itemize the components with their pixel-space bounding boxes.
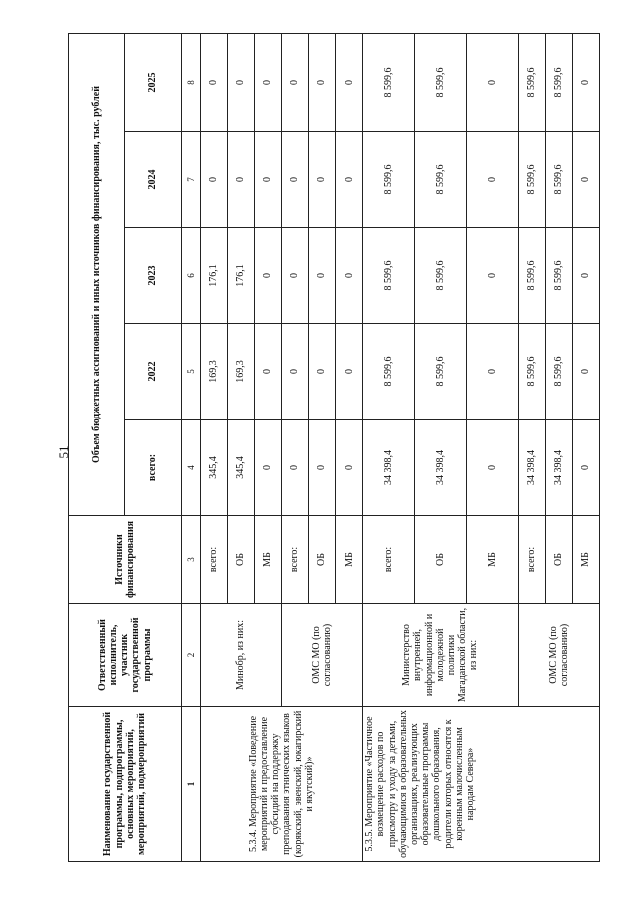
value-cell: 34 398,4 bbox=[518, 420, 545, 516]
value-cell: 8 599,6 bbox=[545, 34, 572, 132]
value-cell: 0 bbox=[254, 34, 281, 132]
source: ОБ bbox=[545, 516, 572, 604]
value-cell: 8 599,6 bbox=[415, 228, 467, 324]
value-cell: 0 bbox=[336, 228, 363, 324]
value-cell: 0 bbox=[572, 420, 599, 516]
header-2025: 2025 bbox=[125, 34, 181, 132]
value-cell: 0 bbox=[466, 324, 518, 420]
col-number: 3 bbox=[181, 516, 200, 604]
table-row bbox=[200, 34, 227, 862]
value-cell: 8 599,6 bbox=[518, 34, 545, 132]
value-cell: 8 599,6 bbox=[363, 228, 415, 324]
header-total: всего: bbox=[125, 420, 181, 516]
header-executor: Ответственный исполнитель, участник государственной программы bbox=[69, 604, 182, 707]
measure-name: 5.3.4. Мероприятие «Поведение мероприятий и предоставление субсидий на поддержку преподавания этнических языков (корякский, эвенский, юкагирский и якутский)» bbox=[200, 707, 363, 862]
value-cell: 8 599,6 bbox=[363, 132, 415, 228]
value-cell: 8 599,6 bbox=[518, 324, 545, 420]
source: МБ bbox=[336, 516, 363, 604]
header-2022: 2022 bbox=[125, 324, 181, 420]
col-number: 7 bbox=[181, 132, 200, 228]
value-cell: 0 bbox=[281, 34, 308, 132]
source: ОБ bbox=[309, 516, 336, 604]
value-cell: 34 398,4 bbox=[545, 420, 572, 516]
executor: Минобр, из них: bbox=[200, 604, 281, 707]
header-volume: Объем бюджетных ассигнований и иных источников финансирования, тыс. рублей bbox=[69, 34, 125, 516]
value-cell: 0 bbox=[572, 324, 599, 420]
value-cell: 0 bbox=[309, 420, 336, 516]
executor: ОМС МО (по согласованию) bbox=[281, 604, 362, 707]
value-cell: 0 bbox=[309, 34, 336, 132]
value-cell: 169,3 bbox=[227, 324, 254, 420]
value-cell: 8 599,6 bbox=[545, 132, 572, 228]
source: всего: bbox=[281, 516, 308, 604]
source: всего: bbox=[200, 516, 227, 604]
measure-name: 5.3.5. Мероприятие «Частичное возмещение расходов по присмотру и уходу за детьми, обучающимися в образовательных организациях, реализующих образовательные программы дошкольного образования, родители которых относятся к коренным малочисленным народам Севера» bbox=[363, 707, 600, 862]
executor: ОМС МО (по согласованию) bbox=[518, 604, 599, 707]
value-cell: 0 bbox=[336, 324, 363, 420]
source: ОБ bbox=[227, 516, 254, 604]
source: МБ bbox=[254, 516, 281, 604]
col-number: 4 bbox=[181, 420, 200, 516]
value-cell: 8 599,6 bbox=[518, 132, 545, 228]
value-cell: 0 bbox=[281, 228, 308, 324]
value-cell: 8 599,6 bbox=[545, 228, 572, 324]
value-cell: 176,1 bbox=[227, 228, 254, 324]
source: всего: bbox=[518, 516, 545, 604]
value-cell: 8 599,6 bbox=[415, 324, 467, 420]
value-cell: 0 bbox=[336, 420, 363, 516]
col-number: 2 bbox=[181, 604, 200, 707]
value-cell: 8 599,6 bbox=[363, 324, 415, 420]
value-cell: 8 599,6 bbox=[363, 34, 415, 132]
header-2023: 2023 bbox=[125, 228, 181, 324]
value-cell: 0 bbox=[254, 324, 281, 420]
col-number: 1 bbox=[181, 707, 200, 862]
source: ОБ bbox=[415, 516, 467, 604]
source: МБ bbox=[466, 516, 518, 604]
value-cell: 0 bbox=[466, 420, 518, 516]
value-cell: 0 bbox=[466, 132, 518, 228]
header-2024: 2024 bbox=[125, 132, 181, 228]
value-cell: 0 bbox=[466, 34, 518, 132]
header-source: Источники финансирования bbox=[69, 516, 182, 604]
value-cell: 34 398,4 bbox=[363, 420, 415, 516]
value-cell: 0 bbox=[254, 228, 281, 324]
value-cell: 0 bbox=[572, 228, 599, 324]
value-cell: 0 bbox=[572, 34, 599, 132]
value-cell: 0 bbox=[254, 420, 281, 516]
value-cell: 34 398,4 bbox=[415, 420, 467, 516]
executor: Министерство внутренней, информационной и молодежной политики Магаданской области, из них: bbox=[363, 604, 518, 707]
value-cell: 0 bbox=[309, 324, 336, 420]
value-cell: 8 599,6 bbox=[415, 34, 467, 132]
rotated-page bbox=[68, 34, 600, 862]
value-cell: 176,1 bbox=[200, 228, 227, 324]
source: всего: bbox=[363, 516, 415, 604]
column-number-row bbox=[181, 34, 200, 862]
page-number: 51 bbox=[56, 445, 71, 459]
value-cell: 8 599,6 bbox=[545, 324, 572, 420]
value-cell: 0 bbox=[227, 132, 254, 228]
value-cell: 345,4 bbox=[227, 420, 254, 516]
value-cell: 0 bbox=[281, 132, 308, 228]
value-cell: 169,3 bbox=[200, 324, 227, 420]
value-cell: 0 bbox=[336, 132, 363, 228]
value-cell: 0 bbox=[466, 228, 518, 324]
col-number: 5 bbox=[181, 324, 200, 420]
value-cell: 8 599,6 bbox=[518, 228, 545, 324]
value-cell: 0 bbox=[200, 132, 227, 228]
financing-table bbox=[68, 33, 600, 862]
value-cell: 0 bbox=[200, 34, 227, 132]
value-cell: 0 bbox=[336, 34, 363, 132]
value-cell: 8 599,6 bbox=[415, 132, 467, 228]
col-number: 8 bbox=[181, 34, 200, 132]
value-cell: 0 bbox=[254, 132, 281, 228]
value-cell: 0 bbox=[572, 132, 599, 228]
value-cell: 0 bbox=[281, 420, 308, 516]
table-row bbox=[363, 34, 415, 862]
source: МБ bbox=[572, 516, 599, 604]
value-cell: 0 bbox=[309, 132, 336, 228]
col-number: 6 bbox=[181, 228, 200, 324]
value-cell: 345,4 bbox=[200, 420, 227, 516]
value-cell: 0 bbox=[227, 34, 254, 132]
header-row-1 bbox=[69, 34, 125, 862]
value-cell: 0 bbox=[281, 324, 308, 420]
header-name: Наименование государственной программы, подпрограммы, основных мероприятий, мероприятий, подмероприятий bbox=[69, 707, 182, 862]
value-cell: 0 bbox=[309, 228, 336, 324]
